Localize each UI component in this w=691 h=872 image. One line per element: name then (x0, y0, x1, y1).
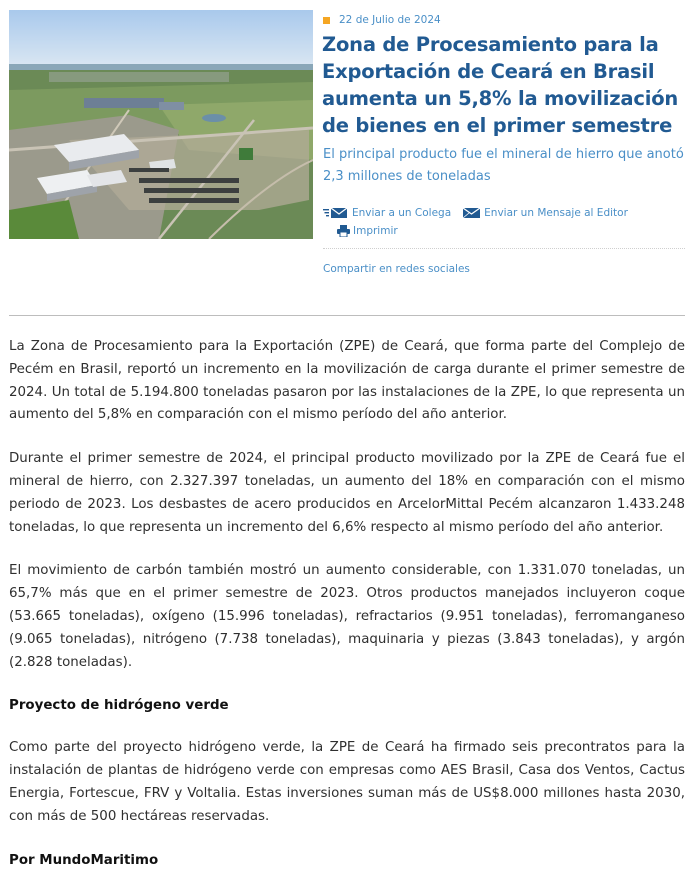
content-divider (9, 315, 685, 316)
article-body (9, 336, 685, 872)
byline: Por MundoMaritimo (9, 852, 159, 868)
print-link[interactable] (337, 225, 398, 237)
share-social-link[interactable]: Compartir en redes sociales (323, 263, 470, 275)
printer-icon (337, 225, 350, 237)
article-subtitle: El principal producto fue el mineral de hierro que anotó 2,3 millones de toneladas (323, 147, 684, 184)
body-paragraph-1: La Zona de Procesamiento para la Exportación (ZPE) de Ceará, que forma parte del Complejo de Pecém en Brasil, reportó un incremento en la movilización de carga durante el primer semestre de 2024. Un total de 5.194.800 toneladas pasaron por las instalaciones de la ZPE, lo que representa un aumento del 5,8% en comparación con el mismo período del año anterior. (9, 339, 685, 423)
section-heading: Proyecto de hidrógeno verde (9, 698, 229, 714)
send-colleague-label: Enviar a un Colega (352, 207, 452, 219)
article-title: Zona de Procesamiento para la Exportación de Ceará en Brasil aumenta un 5,8% la movilización de bienes en el primer semestre (322, 33, 679, 137)
actions-divider (323, 248, 685, 249)
send-to-editor-link[interactable] (463, 207, 628, 219)
article-actions (323, 207, 628, 240)
date-text: 22 de Julio de 2024 (339, 14, 441, 26)
send-editor-label: Enviar un Mensaje al Editor (484, 207, 628, 219)
body-paragraph-2: Durante el primer semestre de 2024, el principal producto movilizado por la ZPE de Ceará fue el mineral de hierro, con 2.327.397 toneladas, un aumento del 18% en comparación con el mismo periodo de 2023. Los desbastes de acero producidos en ArcelorMittal Pecém alcanzaron 1.433.248 toneladas, lo que representa un incremento del 6,6% respecto al mismo período del año anterior. (9, 451, 685, 535)
body-paragraph-3: El movimiento de carbón también mostró un aumento considerable, con 1.331.070 toneladas, un 65,7% más que en el primer semestre de 2023. Otros productos manejados incluyeron coque (53.665 toneladas), oxígeno (15.996 toneladas), refractarios (9.951 toneladas), ferromanganeso (9.065 toneladas), nitrógeno (7.738 toneladas), maquinaria y piezas (3.843 toneladas), y argón (2.828 toneladas). (9, 563, 685, 670)
article-image (9, 10, 313, 239)
envelope-icon (463, 207, 481, 219)
print-label: Imprimir (353, 225, 398, 237)
aerial-photo-icon (9, 10, 313, 239)
article-date (323, 14, 441, 26)
body-paragraph-4: Como parte del proyecto hidrógeno verde, la ZPE de Ceará ha firmado seis precontratos para la instalación de plantas de hidrógeno verde con empresas como AES Brasil, Casa dos Ventos, Cactus Energia, Fortescue, FRV y Voltalia. Estas inversiones suman más de US$8.000 millones hasta 2030, con más de 500 hectáreas reservadas. (9, 740, 685, 824)
date-marker-icon (323, 17, 330, 24)
send-colleague-icon (323, 207, 349, 219)
send-to-colleague-link[interactable] (323, 207, 451, 219)
